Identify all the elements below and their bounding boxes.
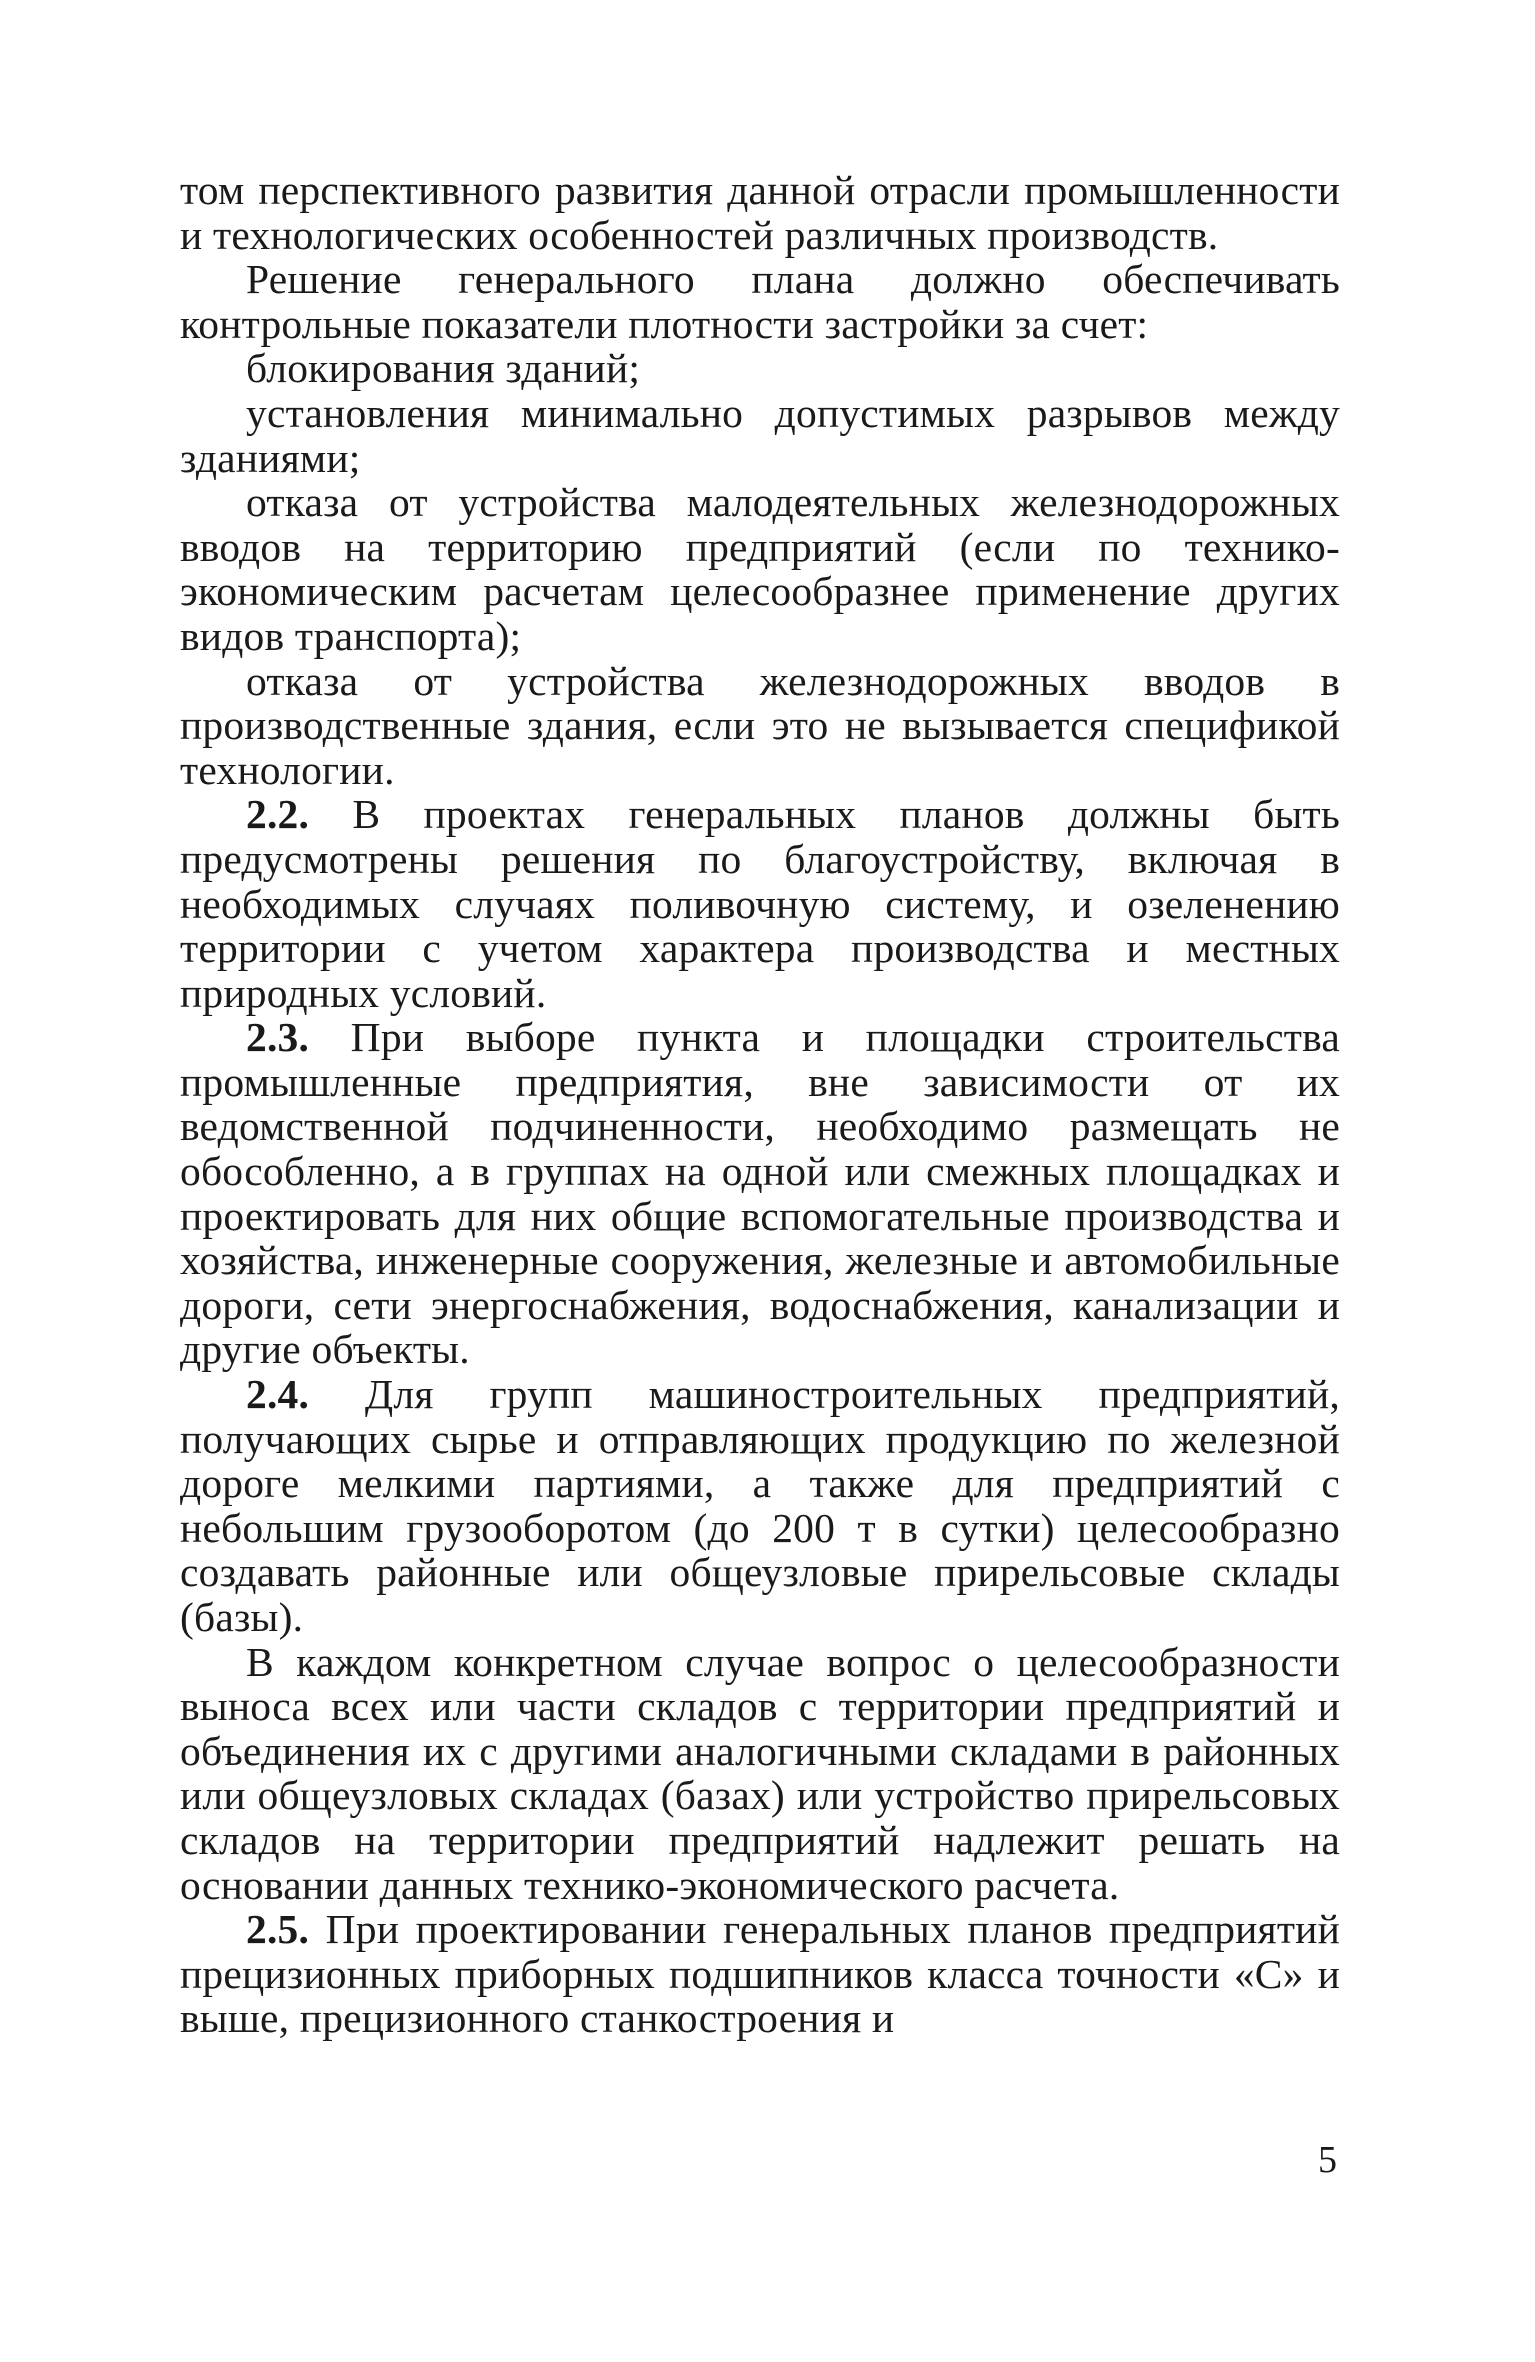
paragraph-warehouses: В каждом конкретном случае вопрос о целесообразности выноса всех или части складов с территории предприятий и объединения их с другими аналогичными складами в районных или общеузловых складах (базах) или устройство прирельсовых складов на территории предприятий надлежит решать на основании данных технико-экономического расчета. bbox=[180, 1638, 1340, 1908]
document-page bbox=[180, 168, 1340, 2041]
paragraph-general-plan: Решение генерального плана должно обеспечивать контрольные показатели плотности застройки за счет: bbox=[180, 256, 1340, 347]
list-item-rail-buildings: отказа от устройства железнодорожных вводов в производственные здания, если это не вызывается спецификой технологии. bbox=[180, 657, 1340, 793]
page-number: 5 bbox=[1318, 2139, 1337, 2181]
list-item-rail-inputs: отказа от устройства малодеятельных железнодорожных вводов на территорию предприятий (если по технико-экономическим расчетам целесообразнее применение других видов транспорта); bbox=[180, 479, 1340, 659]
section-2-2: 2.2. В проектах генеральных планов должны быть предусмотрены решения по благоустройству, включая в необходимых случаях поливочную систему, и озеленению территории с учетом характера производства и местных природных условий. bbox=[180, 791, 1340, 1016]
section-2-5: 2.5. При проектировании генеральных планов предприятий прецизионных приборных подшипников класса точности «С» и выше, прецизионного станкостроения и bbox=[180, 1906, 1340, 2042]
list-item-gaps: установления минимально допустимых разрывов между зданиями; bbox=[180, 389, 1340, 481]
section-number: 2.3. bbox=[246, 1014, 310, 1061]
section-number: 2.5. bbox=[246, 1906, 310, 1953]
section-2-3: 2.3. При выборе пункта и площадки строительства промышленные предприятия, вне зависимости от их ведомственной подчиненности, необходимо размещать не обособленно, а в группах на одной или смежных площадках и проектировать для них общие вспомогательные производства и хозяйства, инженерные сооружения, железные и автомобильные дороги, сети энергоснабжения, водоснабжения, канализации и другие объекты. bbox=[180, 1014, 1340, 1373]
list-item-blocking: блокирования зданий; bbox=[246, 345, 641, 392]
section-2-4: 2.4. Для групп машиностроительных предприятий, получающих сырье и отправляющих продукцию по железной дороге мелкими партиями, а также для предприятий с небольшим грузооборотом (до 200 т в сутки) целесообразно создавать районные или общеузловые прирельсовые склады (базы). bbox=[180, 1371, 1340, 1640]
section-number: 2.4. bbox=[246, 1371, 310, 1418]
paragraph-continuation: том перспективного развития данной отрасли промышленности и технологических особенностей различных производств. bbox=[180, 167, 1340, 258]
section-number: 2.2. bbox=[246, 791, 310, 838]
